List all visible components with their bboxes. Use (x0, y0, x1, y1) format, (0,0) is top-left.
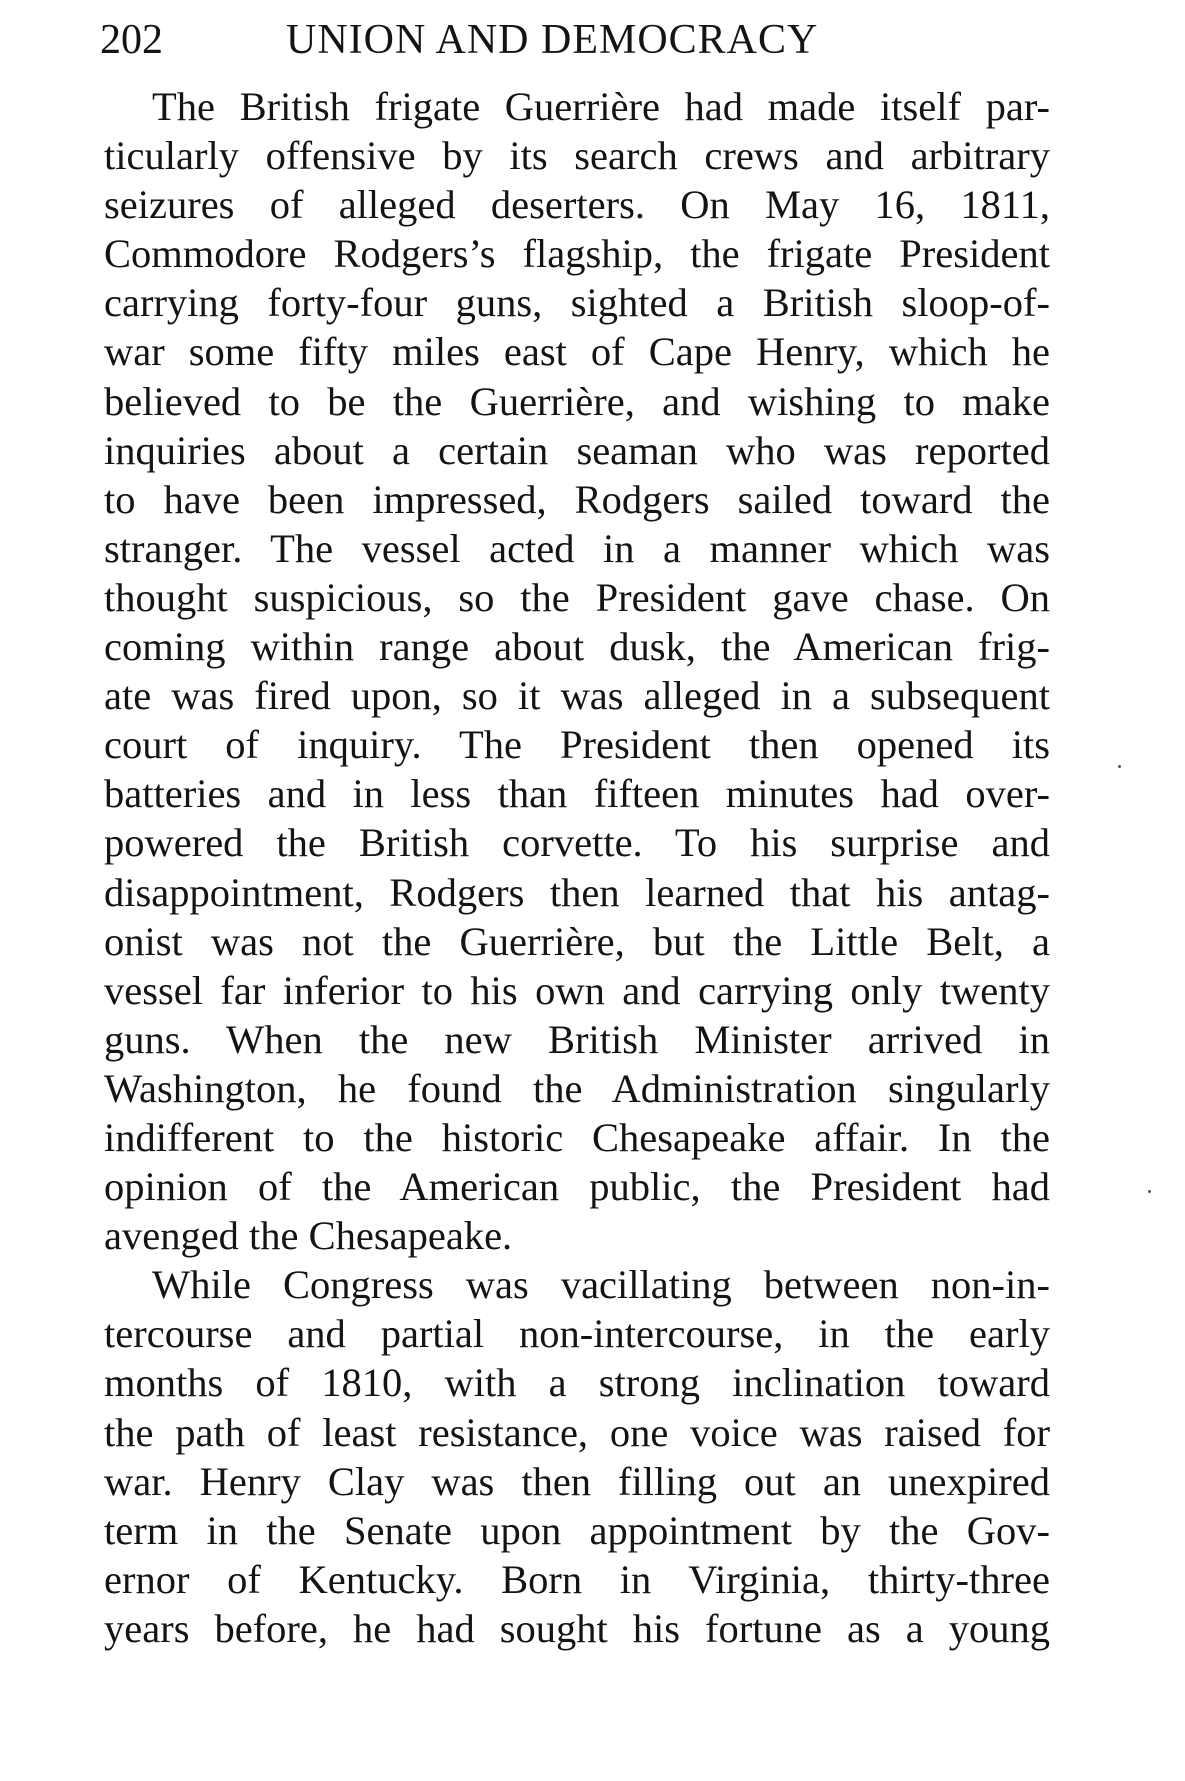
text-line: term in the Senate upon appointment by the Gov- (104, 1507, 1050, 1553)
text-line: months of 1810, with a strong inclination toward (104, 1360, 1050, 1406)
text-line: tercourse and partial non-intercourse, in the early (104, 1311, 1050, 1357)
text-line: to have been impressed, Rodgers sailed toward the (104, 476, 1050, 522)
text-line: indifferent to the historic Chesapeake affair. In the (104, 1114, 1050, 1160)
running-title: UNION AND DEMOCRACY (286, 17, 819, 63)
text-line: onist was not the Guerrière, but the Little Belt, a (104, 918, 1050, 964)
text-line: powered the British corvette. To his surprise and (104, 820, 1050, 866)
text-line: inquiries about a certain seaman who was reported (104, 427, 1050, 473)
text-line: seizures of alleged deserters. On May 16, 1811, (104, 182, 1050, 228)
text-line: opinion of the American public, the President had (104, 1164, 1050, 1210)
page-number: 202 (100, 17, 163, 63)
text-line: vessel far inferior to his own and carrying only twenty (104, 967, 1050, 1013)
text-line: ticularly offensive by its search crews and arbitrary (104, 133, 1050, 179)
text-line: guns. When the new British Minister arrived in (104, 1016, 1050, 1062)
text-line: stranger. The vessel acted in a manner which was (104, 525, 1050, 571)
text-line: batteries and in less than fifteen minutes had over- (104, 771, 1050, 817)
text-line: the path of least resistance, one voice was raised for (104, 1409, 1050, 1455)
text-line: coming within range about dusk, the American frig- (104, 624, 1050, 670)
text-line: disappointment, Rodgers then learned that his antag- (104, 869, 1050, 915)
scan-speck (1118, 765, 1121, 768)
text-line: court of inquiry. The President then opened its (104, 722, 1050, 768)
text-line: carrying forty-four guns, sighted a British sloop-of- (104, 280, 1050, 326)
text-line: Washington, he found the Administration singularly (104, 1065, 1050, 1111)
text-line: years before, he had sought his fortune as a young (104, 1605, 1050, 1651)
text-line: The British frigate Guerrière had made itself par- (152, 84, 1050, 129)
text-line: believed to be the Guerrière, and wishing to make (104, 378, 1050, 424)
running-head (100, 10, 1060, 70)
body-text (104, 82, 1050, 1653)
scan-speck (1148, 1190, 1151, 1193)
paragraph (104, 1260, 1050, 1653)
text-line: Commodore Rodgers’s flagship, the frigate President (104, 231, 1050, 277)
text-line: While Congress was vacillating between non-in- (152, 1262, 1050, 1308)
text-line: avenged the Chesapeake. (104, 1213, 513, 1259)
paragraph (104, 82, 1050, 1260)
text-line: war. Henry Clay was then filling out an unexpired (104, 1458, 1050, 1504)
text-line: ernor of Kentucky. Born in Virginia, thirty-three (104, 1556, 1050, 1602)
text-line: ate was fired upon, so it was alleged in a subsequent (104, 673, 1050, 719)
text-line: thought suspicious, so the President gave chase. On (104, 574, 1050, 620)
text-line: war some fifty miles east of Cape Henry, which he (104, 329, 1050, 375)
